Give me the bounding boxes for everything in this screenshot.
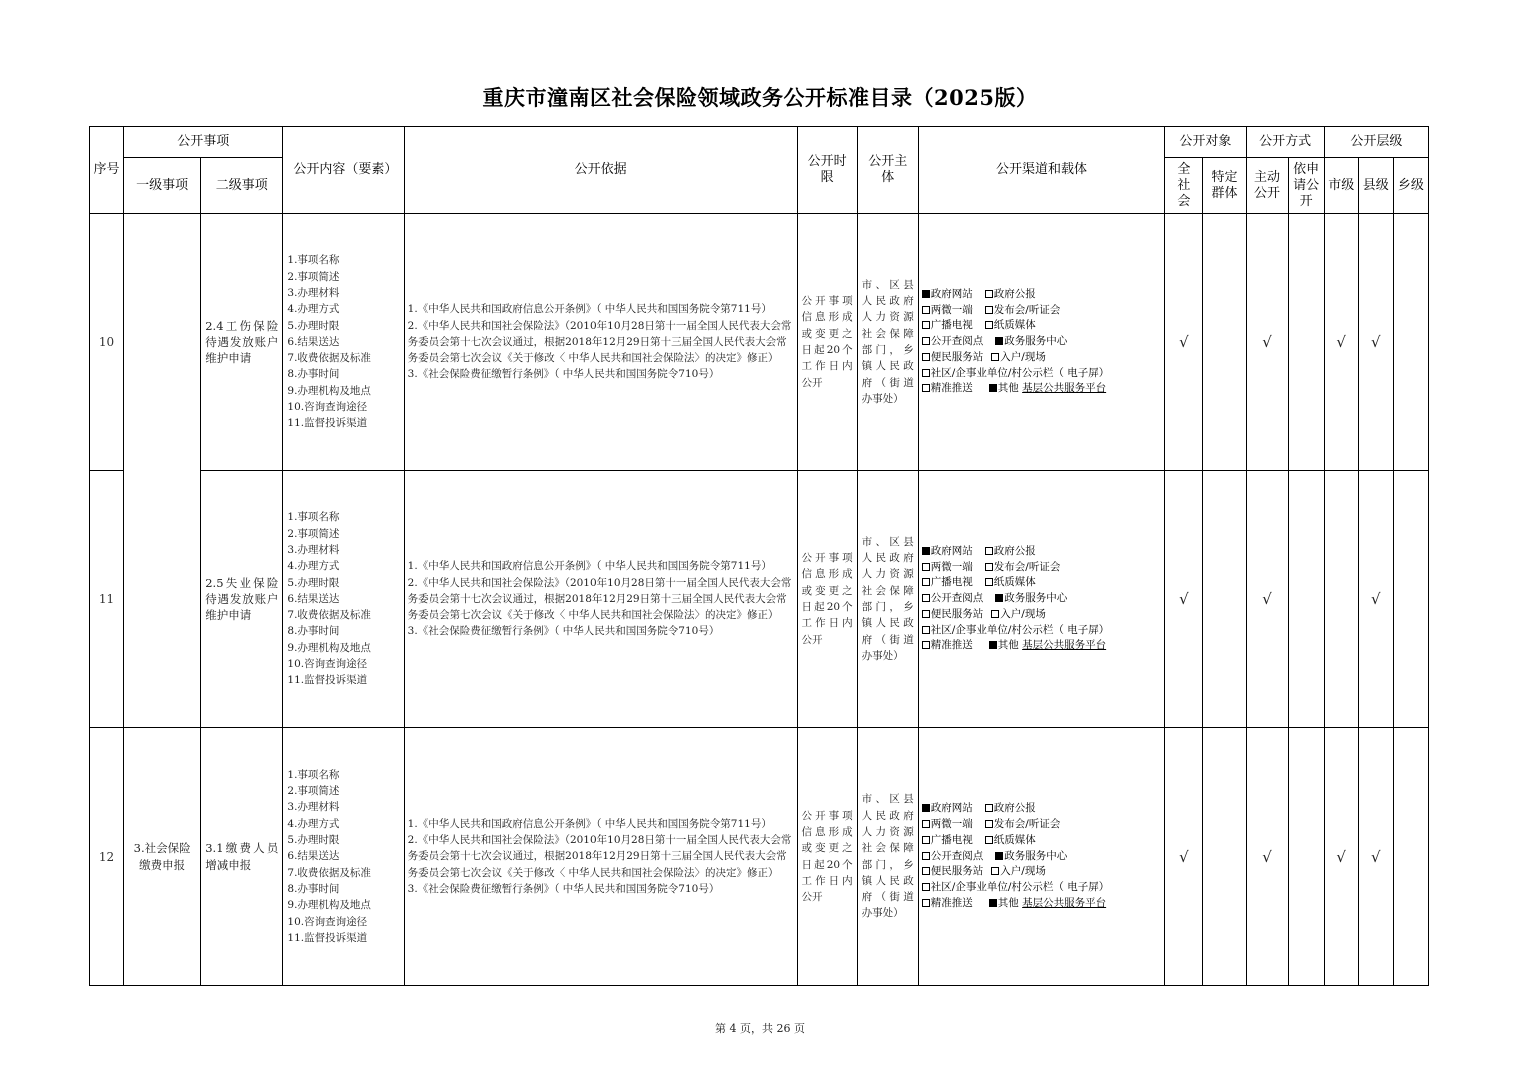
content-item: 8.办事时间 — [287, 368, 340, 381]
content-item: 2.事项简述 — [287, 785, 340, 798]
basis-item: 2.《中华人民共和国社会保险法》（2010年10月28日第十一届全国人民代表大会常务委员会第十七次会议通过，根据2018年12月29日第十三届全国人民代表大会常务委员会第七次会议《关于修改〈 中华人民共和国社会保险法〉的决定》修正） — [407, 319, 792, 365]
page-title: 重庆市潼南区社会保险领域政务公开标准目录（2025版） — [482, 85, 1038, 110]
header-item: 公开事项 — [124, 127, 283, 158]
checkbox-reading — [922, 594, 930, 602]
content-item: 10.咨询查询途径 — [287, 915, 368, 928]
catalog-table — [89, 126, 1429, 986]
content-item: 5.办理时限 — [287, 834, 340, 847]
header-level: 公开层级 — [1324, 127, 1428, 158]
content-item: 9.办理机构及地点 — [287, 899, 371, 912]
header-method-apply: 依申请公开 — [1288, 158, 1324, 214]
basis-item: 2.《中华人民共和国社会保险法》（2010年10月28日第十一届全国人民代表大会常务委员会第十七次会议通过，根据2018年12月29日第十三届全国人民代表大会常务委员会第七次会议《关于修改〈 中华人民共和国社会保险法〉的决定》修正） — [407, 834, 792, 879]
content-item: 1.事项名称 — [287, 511, 340, 524]
checkbox-convenience — [922, 353, 930, 361]
channel-label-service-center: 政务服务中心 — [1004, 592, 1068, 605]
mark-town-cell — [1393, 728, 1428, 986]
channel-label-convenience: 便民服务站 — [930, 607, 984, 620]
mark-active-cell: √ — [1246, 214, 1288, 471]
checkbox-paper — [985, 578, 993, 586]
mark-specific-cell — [1203, 214, 1246, 471]
deadline-cell: 公开事项信息形成或变更之日起20个工作日内公开 — [797, 728, 857, 986]
basis-item: 1.《中华人民共和国政府信息公开条例》（ 中华人民共和国国务院令第711号） — [407, 560, 772, 573]
basis-item: 3.《社会保险费征缴暂行条例》（ 中华人民共和国国务院令710号） — [407, 882, 720, 895]
content-item: 11.监督投诉渠道 — [287, 931, 368, 944]
channel-label-gov-bulletin: 政府公报 — [993, 287, 1036, 300]
channel-line — [922, 864, 1162, 880]
mark-active-cell: √ — [1246, 728, 1288, 986]
channel-label-tv: 广播电视 — [930, 833, 973, 846]
basis-cell — [404, 214, 797, 471]
content-cell — [283, 471, 404, 728]
checkbox-service-center — [995, 594, 1003, 602]
channel-label-convenience: 便民服务站 — [930, 350, 984, 363]
header-target-all: 全社会 — [1165, 158, 1203, 214]
content-item: 7.收费依据及标准 — [287, 352, 371, 365]
channel-line — [922, 849, 1162, 865]
channel-line — [922, 350, 1162, 366]
content-item: 5.办理时限 — [287, 319, 340, 332]
page-footer: 第 4 页，共 26 页 — [715, 1022, 805, 1035]
channel-cell — [918, 728, 1165, 986]
content-item: 6.结果送达 — [287, 850, 340, 863]
checkbox-community — [922, 883, 930, 891]
content-item: 5.办理时限 — [287, 576, 340, 589]
content-item: 3.办理材料 — [287, 801, 340, 814]
content-item: 10.咨询查询途径 — [287, 658, 368, 671]
basis-cell — [404, 728, 797, 986]
basis-item: 3.《社会保险费征缴暂行条例》（ 中华人民共和国国务院令710号） — [407, 625, 720, 638]
channel-line — [922, 896, 1162, 912]
checkbox-convenience — [922, 610, 930, 618]
subject-cell: 市、区县人民政府人力资源社会保障部门，乡镇人民政府（街道办事处） — [857, 471, 918, 728]
channel-line — [922, 880, 1162, 896]
content-item: 6.结果送达 — [287, 592, 340, 605]
basis-cell — [404, 471, 797, 728]
seq-cell: 12 — [90, 728, 124, 986]
checkbox-tv — [922, 321, 930, 329]
checkbox-tv — [922, 578, 930, 586]
content-item: 6.结果送达 — [287, 335, 340, 348]
basis-item: 1.《中华人民共和国政府信息公开条例》（ 中华人民共和国国务院令第711号） — [407, 303, 772, 316]
mark-city-cell: √ — [1324, 214, 1358, 471]
header-level-city: 市级 — [1324, 158, 1358, 214]
channel-other-value: 基层公共服务平台 — [1022, 639, 1107, 652]
checkbox-press — [985, 306, 993, 314]
content-item: 8.办事时间 — [287, 882, 340, 895]
channel-line — [922, 607, 1162, 623]
header-method: 公开方式 — [1246, 127, 1324, 158]
level2-cell: 2.4工伤保险待遇发放账户维护申请 — [201, 214, 283, 471]
header-content: 公开内容（要素） — [283, 127, 404, 214]
checkbox-gov-site — [922, 290, 930, 298]
content-item: 10.咨询查询途径 — [287, 401, 368, 414]
header-subject: 公开主体 — [857, 127, 918, 214]
checkbox-other — [989, 899, 997, 907]
header-channel: 公开渠道和载体 — [918, 127, 1165, 214]
channel-label-convenience: 便民服务站 — [930, 865, 984, 878]
checkbox-reading — [922, 337, 930, 345]
channel-label-reading: 公开查阅点 — [930, 849, 984, 862]
table-row — [90, 471, 1429, 728]
checkbox-gov-site — [922, 547, 930, 555]
level1-cell: 3.社会保险缴费申报 — [124, 728, 201, 986]
content-item: 11.监督投诉渠道 — [287, 417, 368, 430]
content-item: 3.办理材料 — [287, 286, 340, 299]
channel-label-gov-bulletin: 政府公报 — [993, 544, 1036, 557]
checkbox-push — [922, 641, 930, 649]
mark-city-cell — [1324, 471, 1358, 728]
checkbox-press — [985, 563, 993, 571]
channel-label-other: 其他 — [997, 382, 1019, 395]
checkbox-reading — [922, 852, 930, 860]
content-item: 4.办理方式 — [287, 817, 340, 830]
mark-county-cell: √ — [1358, 728, 1393, 986]
channel-line — [922, 817, 1162, 833]
channel-line — [922, 287, 1162, 303]
channel-label-tv: 广播电视 — [930, 319, 973, 332]
deadline-cell: 公开事项信息形成或变更之日起20个工作日内公开 — [797, 214, 857, 471]
channel-line — [922, 366, 1162, 382]
mark-apply-cell — [1288, 214, 1324, 471]
content-item: 2.事项简述 — [287, 527, 340, 540]
mark-county-cell: √ — [1358, 471, 1393, 728]
checkbox-paper — [985, 836, 993, 844]
header-level-town: 乡级 — [1393, 158, 1428, 214]
channel-label-push: 精准推送 — [930, 382, 973, 395]
content-item: 9.办理机构及地点 — [287, 384, 371, 397]
channel-label-service-center: 政务服务中心 — [1004, 335, 1068, 348]
channel-label-push: 精准推送 — [930, 639, 973, 652]
checkbox-gov-bulletin — [985, 547, 993, 555]
channel-label-gov-site: 政府网站 — [930, 802, 973, 815]
content-item: 3.办理材料 — [287, 543, 340, 556]
content-item: 8.办事时间 — [287, 625, 340, 638]
checkbox-convenience — [922, 867, 930, 875]
channel-label-service-center: 政务服务中心 — [1004, 849, 1068, 862]
channel-other-value: 基层公共服务平台 — [1022, 896, 1107, 909]
channel-cell — [918, 471, 1165, 728]
channel-label-gov-bulletin: 政府公报 — [993, 802, 1036, 815]
content-item: 11.监督投诉渠道 — [287, 674, 368, 687]
checkbox-visit — [991, 610, 999, 618]
header-level2: 二级事项 — [201, 158, 283, 214]
checkbox-push — [922, 384, 930, 392]
content-item: 2.事项简述 — [287, 270, 340, 283]
channel-label-paper: 纸质媒体 — [993, 576, 1036, 589]
seq-cell: 11 — [90, 471, 124, 728]
channel-label-visit: 入户/现场 — [1000, 865, 1046, 878]
header-seq: 序号 — [90, 127, 124, 214]
checkbox-service-center — [995, 337, 1003, 345]
channel-line — [922, 623, 1162, 639]
channel-cell — [918, 214, 1165, 471]
channel-line — [922, 544, 1162, 560]
channel-label-press: 发布会/听证会 — [993, 303, 1061, 316]
channel-other-value: 基层公共服务平台 — [1022, 382, 1107, 395]
channel-label-other: 其他 — [997, 639, 1019, 652]
mark-county-cell: √ — [1358, 214, 1393, 471]
channel-line — [922, 801, 1162, 817]
channel-label-visit: 入户/现场 — [1000, 350, 1046, 363]
mark-city-cell: √ — [1324, 728, 1358, 986]
header-target: 公开对象 — [1165, 127, 1246, 158]
checkbox-gov-site — [922, 804, 930, 812]
checkbox-tv — [922, 836, 930, 844]
channel-label-two-micro: 两微一端 — [930, 560, 973, 573]
checkbox-gov-bulletin — [985, 804, 993, 812]
checkbox-service-center — [995, 852, 1003, 860]
channel-label-gov-site: 政府网站 — [930, 544, 973, 557]
mark-town-cell — [1393, 214, 1428, 471]
channel-label-press: 发布会/听证会 — [993, 560, 1061, 573]
header-deadline: 公开时限 — [797, 127, 857, 214]
mark-all-cell: √ — [1165, 471, 1203, 728]
channel-label-paper: 纸质媒体 — [993, 833, 1036, 846]
basis-item: 3.《社会保险费征缴暂行条例》（ 中华人民共和国国务院令710号） — [407, 368, 720, 381]
checkbox-two-micro — [922, 306, 930, 314]
channel-line — [922, 575, 1162, 591]
channel-line — [922, 381, 1162, 397]
mark-specific-cell — [1203, 728, 1246, 986]
mark-all-cell: √ — [1165, 214, 1203, 471]
mark-specific-cell — [1203, 471, 1246, 728]
checkbox-paper — [985, 321, 993, 329]
channel-label-two-micro: 两微一端 — [930, 818, 973, 830]
table-row — [90, 728, 1429, 986]
channel-label-other: 其他 — [997, 896, 1019, 909]
checkbox-two-micro — [922, 563, 930, 571]
content-item: 1.事项名称 — [287, 768, 340, 781]
basis-item: 2.《中华人民共和国社会保险法》（2010年10月28日第十一届全国人民代表大会常务委员会第十七次会议通过，根据2018年12月29日第十三届全国人民代表大会常务委员会第七次会议《关于修改〈 中华人民共和国社会保险法〉的决定》修正） — [407, 576, 792, 622]
header-level1: 一级事项 — [124, 158, 201, 214]
seq-cell: 10 — [90, 214, 124, 471]
channel-line — [922, 303, 1162, 319]
subject-cell: 市、区县人民政府人力资源社会保障部门，乡镇人民政府（街道办事处） — [857, 728, 918, 986]
content-cell — [283, 728, 404, 986]
channel-label-community: 社区/企事业单位/村公示栏（ 电子屏） — [930, 623, 1110, 636]
content-item: 4.办理方式 — [287, 303, 340, 316]
level2-cell: 2.5失业保险待遇发放账户维护申请 — [201, 471, 283, 728]
level1-cell — [124, 214, 201, 728]
content-item: 7.收费依据及标准 — [287, 866, 371, 879]
checkbox-community — [922, 626, 930, 634]
channel-line — [922, 334, 1162, 350]
channel-line — [922, 833, 1162, 849]
mark-active-cell: √ — [1246, 471, 1288, 728]
checkbox-visit — [991, 867, 999, 875]
subject-cell: 市、区县人民政府人力资源社会保障部门，乡镇人民政府（街道办事处） — [857, 214, 918, 471]
channel-label-community: 社区/企事业单位/村公示栏（ 电子屏） — [930, 881, 1110, 894]
header-level-county: 县级 — [1358, 158, 1393, 214]
checkbox-other — [989, 641, 997, 649]
channel-label-push: 精准推送 — [930, 896, 973, 909]
channel-label-press: 发布会/听证会 — [993, 818, 1061, 830]
mark-town-cell — [1393, 471, 1428, 728]
deadline-cell: 公开事项信息形成或变更之日起20个工作日内公开 — [797, 471, 857, 728]
checkbox-push — [922, 899, 930, 907]
content-item: 9.办理机构及地点 — [287, 641, 371, 654]
channel-label-reading: 公开查阅点 — [930, 335, 984, 348]
mark-apply-cell — [1288, 728, 1324, 986]
checkbox-other — [989, 384, 997, 392]
level2-cell: 3.1缴费人员增减申报 — [201, 728, 283, 986]
checkbox-community — [922, 369, 930, 377]
channel-label-visit: 入户/现场 — [1000, 607, 1046, 620]
channel-line — [922, 560, 1162, 576]
channel-label-two-micro: 两微一端 — [930, 303, 973, 316]
checkbox-visit — [991, 353, 999, 361]
mark-apply-cell — [1288, 471, 1324, 728]
table-row — [90, 214, 1429, 471]
channel-label-paper: 纸质媒体 — [993, 319, 1036, 332]
content-item: 4.办理方式 — [287, 560, 340, 573]
channel-line — [922, 318, 1162, 334]
channel-label-tv: 广播电视 — [930, 576, 973, 589]
channel-label-community: 社区/企事业单位/村公示栏（ 电子屏） — [930, 366, 1110, 379]
header-method-active: 主动公开 — [1246, 158, 1288, 214]
channel-label-reading: 公开查阅点 — [930, 592, 984, 605]
content-item: 7.收费依据及标准 — [287, 609, 371, 622]
basis-item: 1.《中华人民共和国政府信息公开条例》（ 中华人民共和国国务院令第711号） — [407, 817, 772, 830]
channel-label-gov-site: 政府网站 — [930, 287, 973, 300]
checkbox-press — [985, 820, 993, 828]
checkbox-gov-bulletin — [985, 290, 993, 298]
channel-line — [922, 591, 1162, 607]
checkbox-two-micro — [922, 820, 930, 828]
channel-line — [922, 638, 1162, 654]
header-target-specific: 特定群体 — [1203, 158, 1246, 214]
content-cell — [283, 214, 404, 471]
mark-all-cell: √ — [1165, 728, 1203, 986]
header-basis: 公开依据 — [404, 127, 797, 214]
content-item: 1.事项名称 — [287, 254, 340, 267]
